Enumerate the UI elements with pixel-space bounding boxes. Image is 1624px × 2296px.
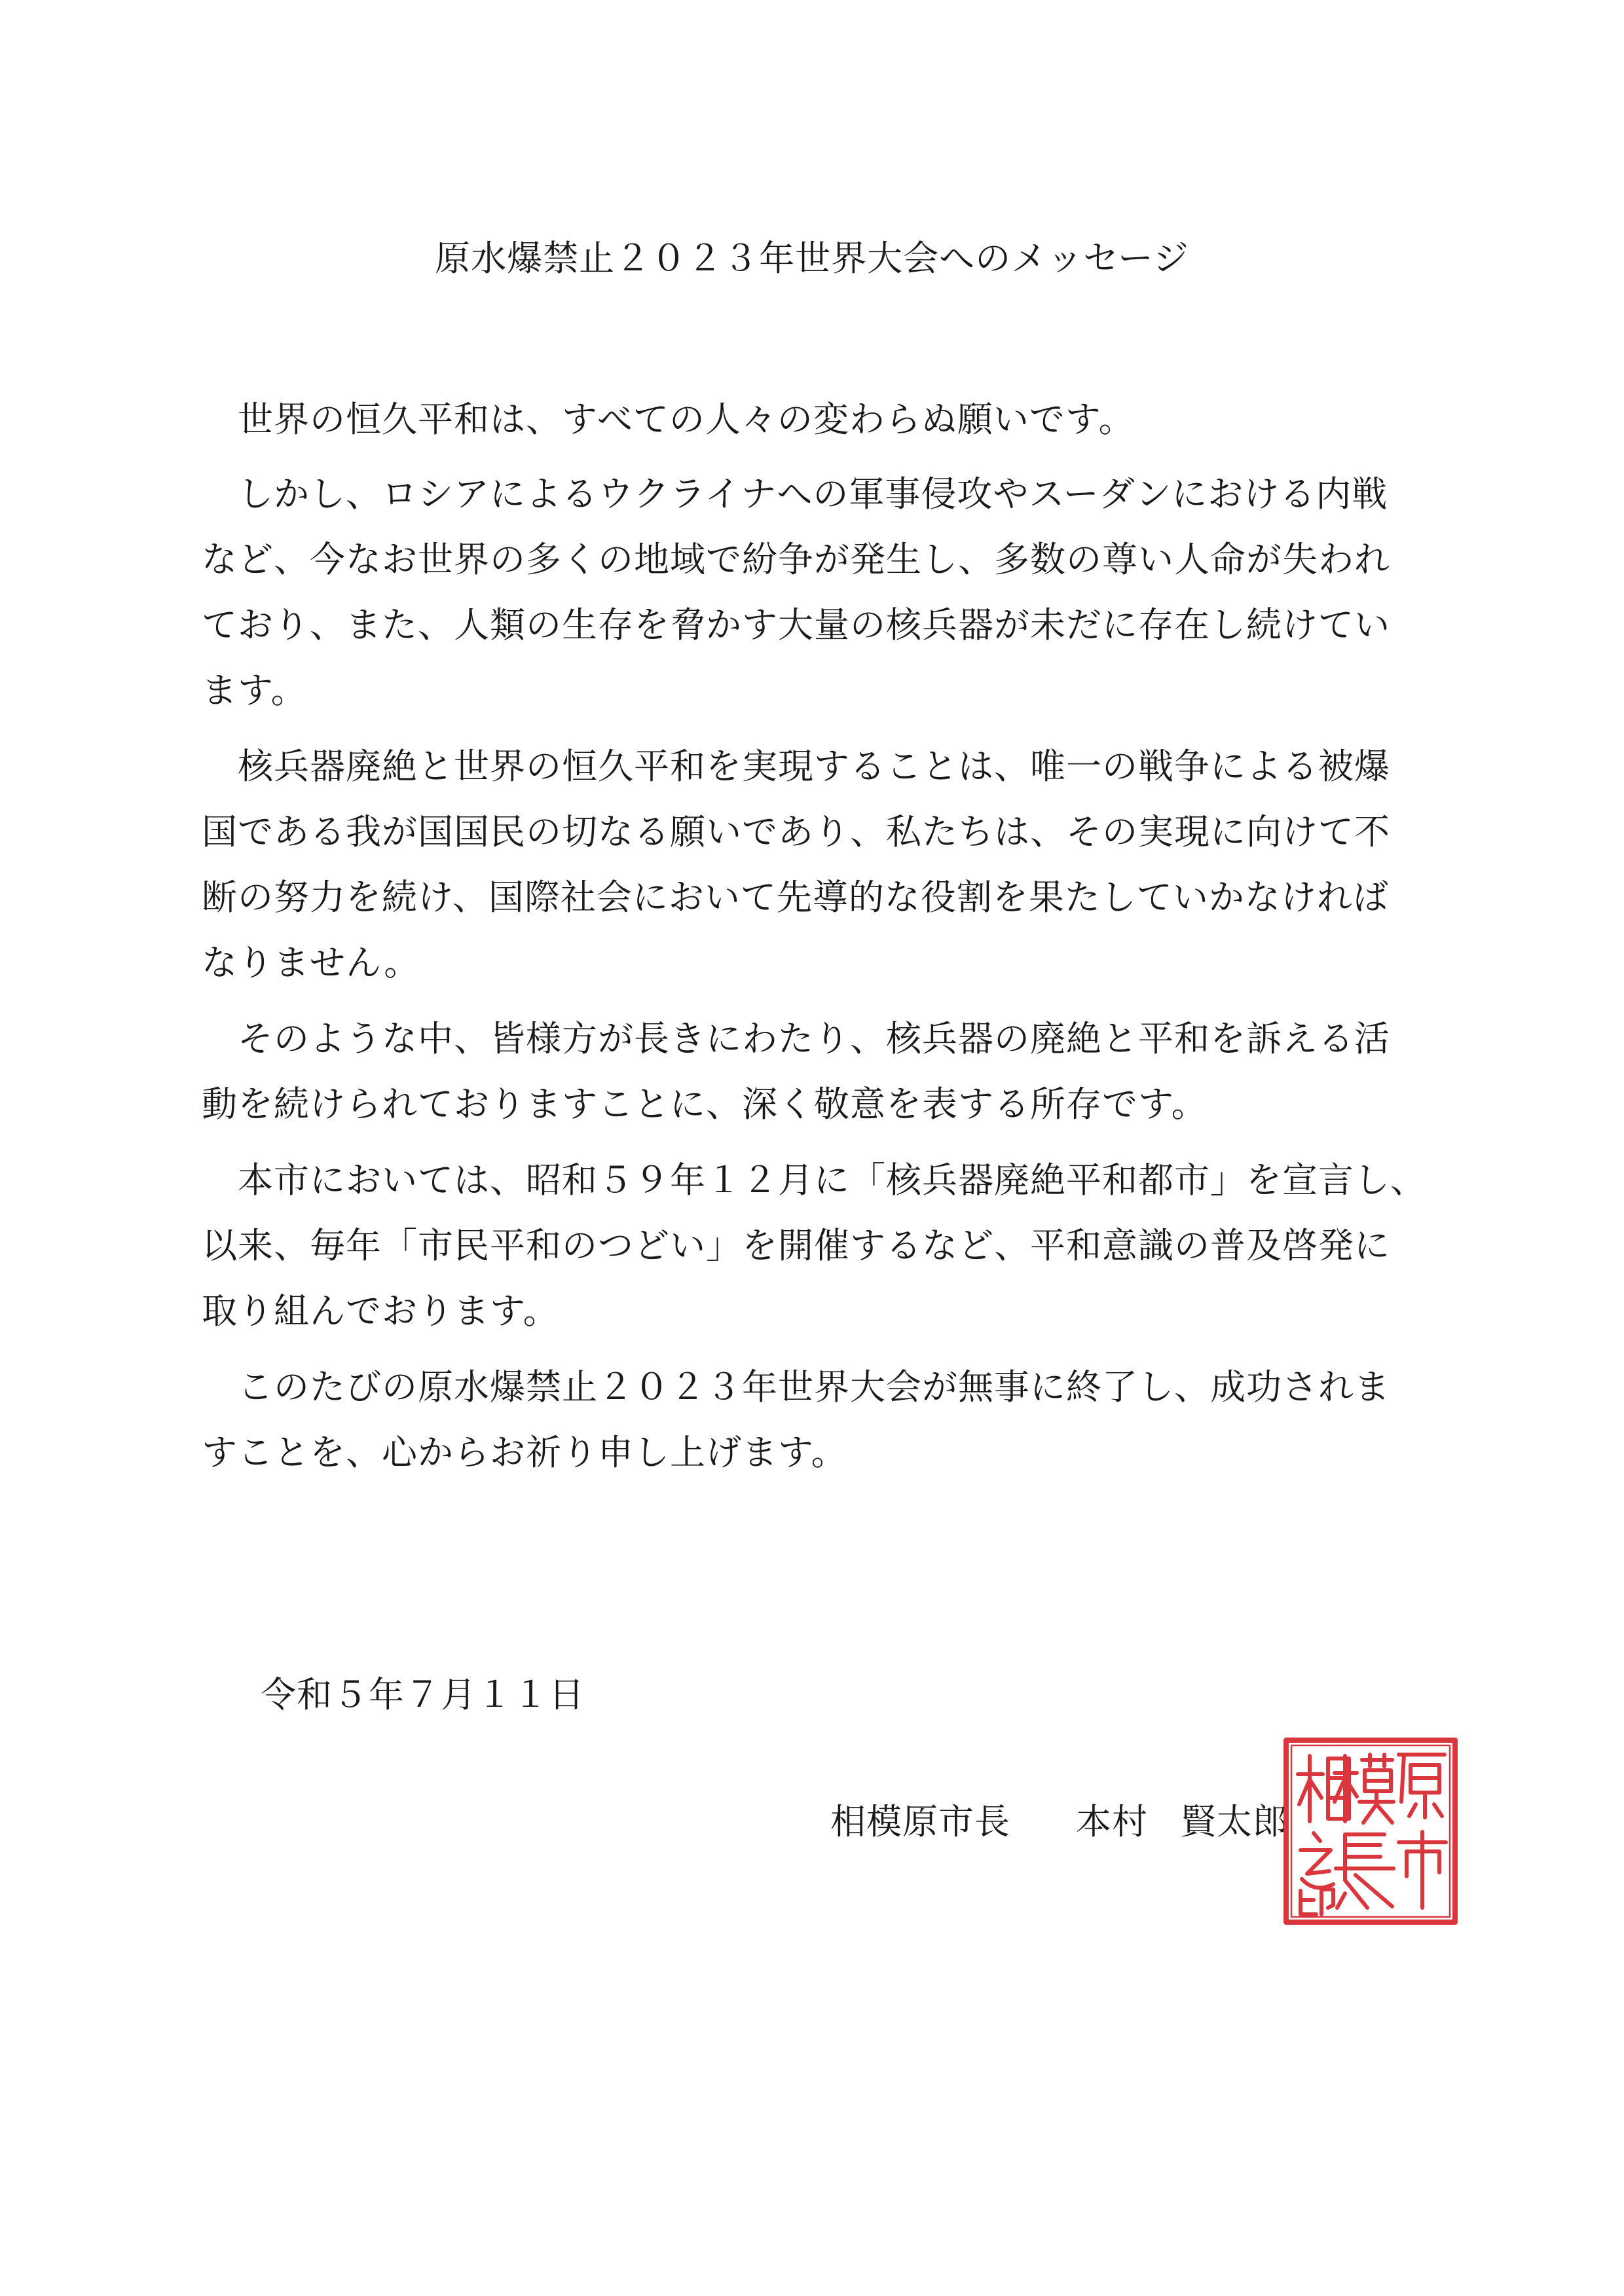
body-line: など、今なお世界の多くの地域で紛争が発生し、多数の尊い人命が失われ — [202, 539, 1390, 580]
body-line: すことを、心からお祈り申し上げます。 — [202, 1432, 847, 1473]
body-line: 断の努力を続け、国際社会において先導的な役割を果たしていかなければ — [202, 877, 1389, 918]
official-seal-icon — [1282, 1736, 1459, 1926]
body-line: しかし、ロシアによるウクライナへの軍事侵攻やスーダンにおける内戦 — [202, 473, 1388, 515]
document-date: 令和５年７月１１日 — [261, 1674, 585, 1715]
document-title: 原水爆禁止２０２３年世界大会へのメッセージ — [435, 238, 1189, 279]
body-line: 取り組んでおります。 — [202, 1290, 559, 1332]
body-line: 以来、毎年「市民平和のつどい」を開催するなど、平和意識の普及啓発に — [202, 1225, 1390, 1266]
body-line: ます。 — [202, 670, 307, 711]
signature-position: 相模原市長 — [830, 1801, 1010, 1842]
signature-surname: 本村 — [1076, 1801, 1148, 1842]
body-line: そのような中、皆様方が長きにわたり、核兵器の廃絶と平和を訴える活 — [202, 1018, 1390, 1059]
body-line: このたびの原水爆禁止２０２３年世界大会が無事に終了し、成功されま — [202, 1366, 1390, 1408]
body-line: 本市においては、昭和５９年１２月に「核兵器廃絶平和都市」を宣言し、 — [202, 1159, 1426, 1201]
body-line: 核兵器廃絶と世界の恒久平和を実現することは、唯一の戦争による被爆 — [202, 746, 1390, 787]
signature-given-name: 賢太郎 — [1181, 1801, 1289, 1842]
body-line: なりません。 — [202, 942, 420, 983]
body-line: 国である我が国国民の切なる願いであり、私たちは、その実現に向けて不 — [202, 811, 1390, 852]
body-line: ており、また、人類の生存を脅かす大量の核兵器が未だに存在し続けてい — [202, 604, 1390, 646]
body-line: 世界の恒久平和は、すべての人々の変わらぬ願いです。 — [202, 399, 1135, 440]
signature-block — [830, 1794, 1289, 1844]
body-line: 動を続けられておりますことに、深く敬意を表する所存です。 — [202, 1084, 1208, 1125]
